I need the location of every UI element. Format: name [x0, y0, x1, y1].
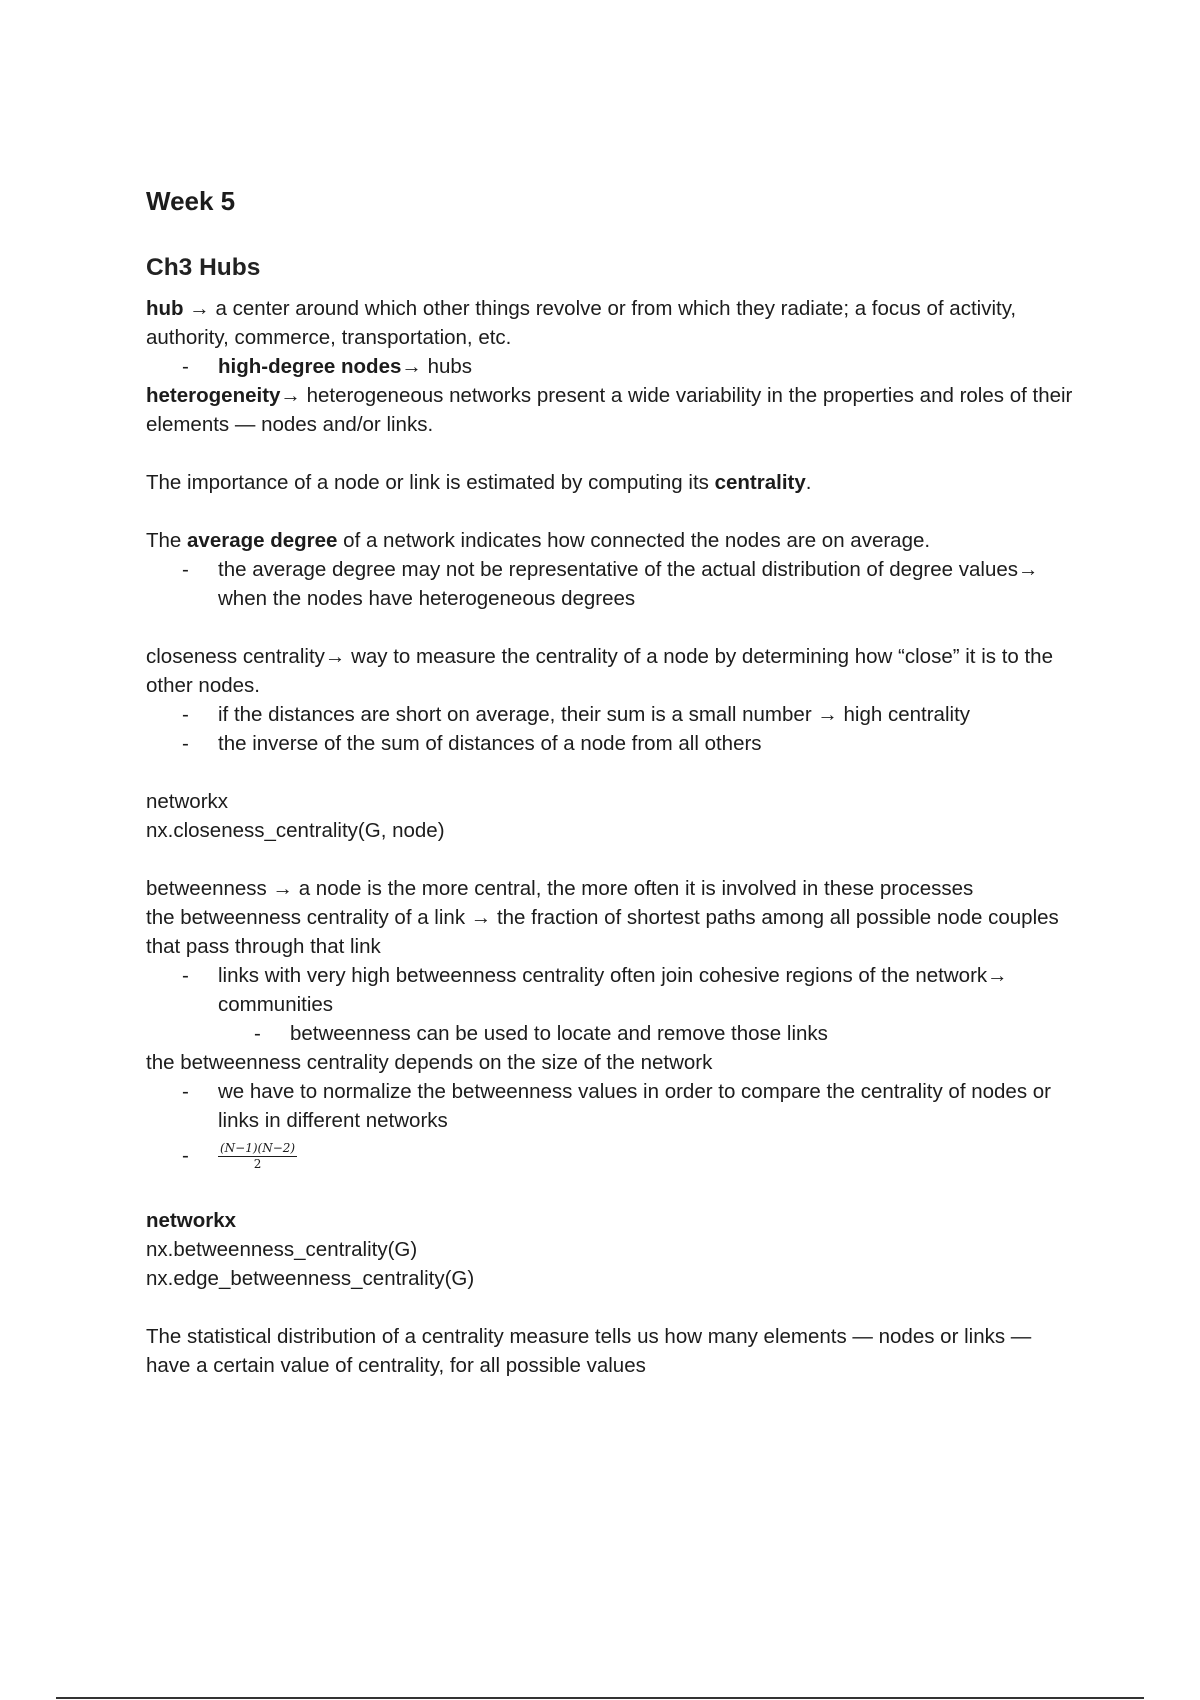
list-item — [146, 1077, 1076, 1135]
code-heading-text: networkx — [146, 1209, 236, 1232]
statistical-paragraph: The statistical distribution of a centrality measure tells us how many elements — nodes or links — have a certain value of centrality, for all possible values — [146, 1325, 1032, 1377]
code-line: nx.closeness_centrality(G, node) — [146, 819, 445, 842]
code-line: nx.betweenness_centrality(G) — [146, 1238, 418, 1261]
section-heading: Ch3 Hubs — [146, 254, 261, 281]
document-page — [146, 184, 1076, 1380]
hub-term: hub — [146, 297, 184, 320]
importance-paragraph — [146, 468, 1076, 497]
bullet-text: betweenness can be used to locate and remove those links — [290, 1022, 828, 1045]
list-item — [146, 555, 1076, 613]
code-heading — [146, 1206, 1076, 1235]
avg-pre: The — [146, 529, 188, 552]
hub-text: → a center around which other things revolve or from which they radiate; a focus of activity, authority, commerce, transportation, etc. — [146, 297, 1017, 349]
importance-text: The importance of a node or link is estimated by computing its — [146, 471, 715, 494]
bullet-text: the average degree may not be representative of the actual distribution of degree values→ when the nodes have heterogeneous degrees — [218, 558, 1039, 610]
bullet-term: high-degree nodes — [218, 355, 402, 378]
closeness-definition: closeness centrality→ way to measure the centrality of a node by determining how “close” it is to the other nodes. — [146, 645, 1053, 697]
page-bottom-rule — [56, 1697, 1144, 1699]
code-line: networkx — [146, 790, 229, 813]
heterogeneity-definition — [146, 381, 1076, 439]
bullet-text: → hubs — [401, 355, 473, 378]
bullet-text: the inverse of the sum of distances of a node from all others — [218, 732, 762, 755]
list-item — [146, 961, 1076, 1019]
list-item — [146, 352, 1076, 381]
avg-post: of a network indicates how connected the nodes are on average. — [337, 529, 931, 552]
betweenness-line: betweenness → a node is the more central, the more often it is involved in these processes — [146, 877, 974, 900]
bullet-dash: - — [182, 1080, 189, 1103]
bullet-text: if the distances are short on average, their sum is a small number → high centrality — [218, 703, 971, 726]
normalization-formula — [218, 1141, 297, 1171]
list-item-formula — [146, 1135, 1076, 1177]
bullet-dash: - — [254, 1022, 261, 1045]
code-line: nx.edge_betweenness_centrality(G) — [146, 1267, 475, 1290]
average-degree-term: average degree — [187, 529, 338, 552]
bullet-dash: - — [182, 964, 189, 987]
bullet-dash: - — [182, 558, 189, 581]
heterogeneity-term: heterogeneity — [146, 384, 281, 407]
sub-list-item — [146, 1019, 1076, 1048]
betweenness-size-line: the betweenness centrality depends on the size of the network — [146, 1051, 713, 1074]
formula-numerator: (N−1)(N−2) — [220, 1141, 296, 1155]
list-item — [146, 729, 1076, 758]
bullet-dash: - — [182, 703, 189, 726]
centrality-term: centrality — [714, 471, 806, 494]
bullet-dash: - — [182, 355, 189, 378]
bullet-dash: - — [182, 732, 189, 755]
heterogeneity-text: → heterogeneous networks present a wide variability in the properties and roles of their elements — nodes and/or links. — [146, 384, 1073, 436]
bullet-text: we have to normalize the betweenness values in order to compare the centrality of nodes or links in different networks — [218, 1080, 1051, 1132]
formula-denominator: 2 — [253, 1157, 262, 1171]
list-item — [146, 700, 1076, 729]
page-title: Week 5 — [146, 186, 236, 216]
bullet-text: links with very high betweenness centrality often join cohesive regions of the network→ communities — [218, 964, 1008, 1016]
importance-period: . — [805, 471, 812, 494]
bullet-dash: - — [182, 1144, 189, 1167]
betweenness-link-line: the betweenness centrality of a link → the fraction of shortest paths among all possible node couples that pass through that link — [146, 906, 1059, 958]
hub-definition — [146, 294, 1076, 352]
average-degree-paragraph — [146, 526, 1076, 555]
